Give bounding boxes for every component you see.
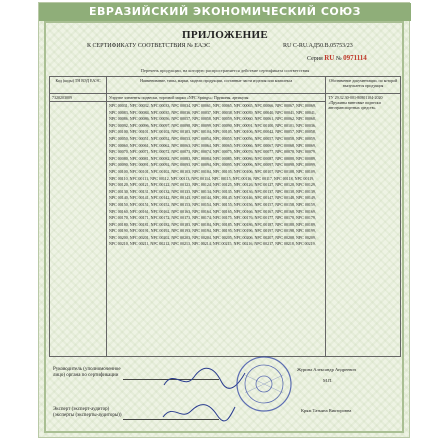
list-item: NPC 00092, NPC 00096, NPC 00097, NPC 00098, NPC 00099, NPC 00090, NPC 00091, NPC 00100, NPC 00101, NPC 00036, (109, 122, 316, 128)
certificate-sheet (38, 2, 410, 438)
document-title: ПРИЛОЖЕНИЕ (182, 29, 268, 41)
list-item: NPC 00060, NPC 00061, NPC 00062, NPC 00063, NPC 00064, NPC 00065, NPC 00066, NPC 00067, NPC 00068, NPC 00069, (109, 142, 316, 148)
header-product: Наименование, типы, марки, модели продукции, составные части изделия или комплекса (107, 77, 326, 94)
document-subtitle: К СЕРТИФИКАТУ СООТВЕТСТВИЯ № ЕАЭС (87, 43, 211, 49)
organization-seal-icon (235, 355, 293, 413)
list-item: NPC 00120, NPC 00121, NPC 00122, NPC 00123, NPC 00124, NPC 00125, NPC 00126, NPC 00127, NPC 00128, NPC 00129, (109, 182, 316, 188)
scope-note: Перечень продукции, на которую распространяется действие сертификата соответствия (140, 68, 310, 73)
series-label: Серия (307, 56, 323, 62)
expert-name: Кряж Татьяна Викторовна (301, 408, 352, 413)
cell-product: Упругие элементы подвески, торговой марки «NPC Springs»: Пружины, артикулы: (107, 94, 326, 102)
articles-list (107, 102, 326, 357)
list-item: NPC 00086, NPC 00086, NPC 00056, NPC 00057, NPC 00058, NPC 00059, NPC 00060, NPC 00061, NPC 00062, NPC 00068, (109, 116, 316, 122)
products-table (49, 76, 401, 357)
series-line (307, 54, 367, 62)
list-item: NPC 00150, NPC 00151, NPC 00152, NPC 00153, NPC 00154, NPC 00155, NPC 00156, NPC 00157, NPC 00158, NPC 00159, (109, 201, 316, 207)
list-item: NPC 00080, NPC 00081, NPC 00082, NPC 00083, NPC 00084, NPC 00085, NPC 00086, NPC 00087, NPC 00088, NPC 00089, (109, 155, 316, 161)
list-item: NPC 00180, NPC 00181, NPC 00182, NPC 00183, NPC 00184, NPC 00185, NPC 00186, NPC 00187, NPC 00188, NPC 00189, (109, 221, 316, 227)
series-code: RU (324, 54, 335, 62)
certificate-number: RU C-RU.АД50.В.05753/23 (283, 43, 353, 49)
series-no-label: № (335, 56, 342, 62)
table-row (50, 94, 401, 102)
list-item: NPC 00110, NPC 00111, NPC 00112, NPC 00113, NPC 00114, NPC 00115, NPC 00116, NPC 00117, NPC 00118, NPC 00119, (109, 175, 315, 181)
list-item: NPC 00190, NPC 00191, NPC 00192, NPC 00193, NPC 00194, NPC 00195, NPC 00196, NPC 00197, NPC 00198, NPC 00199, (109, 228, 316, 234)
list-item: NPC 00050, NPC 00051, NPC 00052, NPC 00053, NPC 00054, NPC 00055, NPC 00056, NPC 00057, NPC 00058, NPC 00059, (109, 135, 316, 141)
list-item: NPC 00170, NPC 00171, NPC 00172, NPC 00173, NPC 00174, NPC 00175, NPC 00176, NPC 00177, NPC 00178, NPC 00179, (109, 215, 316, 221)
list-item: NPC 00083, NPC 00084, NPC 00035, NPC 00036, NPC 00037, NPC 00038, NPC 00039, NPC 00040, NPC 00041, NPC 00041, (109, 109, 316, 115)
expert-signature-label: Эксперт (эксперт-аудитор) (эксперты (эксперты-аудиторы)) (53, 407, 122, 418)
list-item: NPC 00140, NPC 00141, NPC 00142, NPC 00143, NPC 00144, NPC 00145, NPC 00146, NPC 00147, NPC 00148, NPC 00149, (109, 195, 316, 201)
union-banner: ЕВРАЗИЙСКИЙ ЭКОНОМИЧЕСКИЙ СОЮЗ (39, 3, 411, 21)
list-item: NPC 00130, NPC 00131, NPC 00132, NPC 00133, NPC 00134, NPC 00135, NPC 00136, NPC 00137, NPC 00138, NPC 00139, (109, 188, 316, 194)
series-number: 0971114 (343, 54, 367, 62)
list-item: NPC 00100, NPC 00101, NPC 00102, NPC 00103, NPC 00104, NPC 00105, NPC 00106, NPC 00107, NPC 00108, NPC 00109, (109, 168, 316, 174)
list-item: NPC 00200, NPC 00201, NPC 00202, NPC 00203, NPC 00204, NPC 00205, NPC 00206, NPC 00207, NPC 00208, NPC 00209, (109, 234, 316, 240)
list-item: NPC 00031, NPC 00032, NPC 00033, NPC 00034, NPC 00061, NPC 00065, NPC 00065, NPC 00066, NPC 00067, NPC 00069, (109, 103, 316, 108)
list-item: NPC 00210, NPC 00211, NPC 00212, NPC 00213, NPC 00214, NPC 00215, NPC 00216, NPC 00217, NPC 00218, NPC 00219. (109, 241, 316, 247)
header-code: Код (коды) ТН ВЭД ЕАЭС (50, 77, 107, 94)
list-item: NPC 00070, NPC 00071, NPC 00072, NPC 00073, NPC 00074, NPC 00075, NPC 00076, NPC 00077, NPC 00078, NPC 00079, (109, 149, 316, 155)
list-item: NPC 00160, NPC 00161, NPC 00162, NPC 00163, NPC 00164, NPC 00165, NPC 00166, NPC 00167, NPC 00168, NPC 00169, (109, 208, 316, 214)
header-doc: Обозначение документации, по которой выпускается продукция (326, 77, 401, 94)
head-name: Журина Александр Андреевич (297, 367, 356, 372)
expert-signature-mark (159, 401, 239, 423)
seal-mark-label: М.П. (323, 378, 333, 383)
cell-empty (50, 102, 107, 357)
cell-doc: ТУ 29.32.30-001-80801104-2020 «Пружины винтовые подвески автотранспортных средств» (326, 94, 401, 357)
head-signature-label: Руководитель (уполномоченное лицо) органа по сертификации (53, 367, 121, 378)
list-item: NPC 00100, NPC 00101, NPC 00102, NPC 00103, NPC 00104, NPC 00105, NPC 00106, NPC 00042, NPC 00057, NPC 00058, (109, 129, 316, 135)
table-header-row (50, 77, 401, 94)
list-item: NPC 00090, NPC 00091, NPC 00092, NPC 00093, NPC 00094, NPC 00095, NPC 00096, NPC 00097, NPC 00098, NPC 00099, (109, 162, 316, 168)
cell-code: 7320203009 (50, 94, 107, 102)
